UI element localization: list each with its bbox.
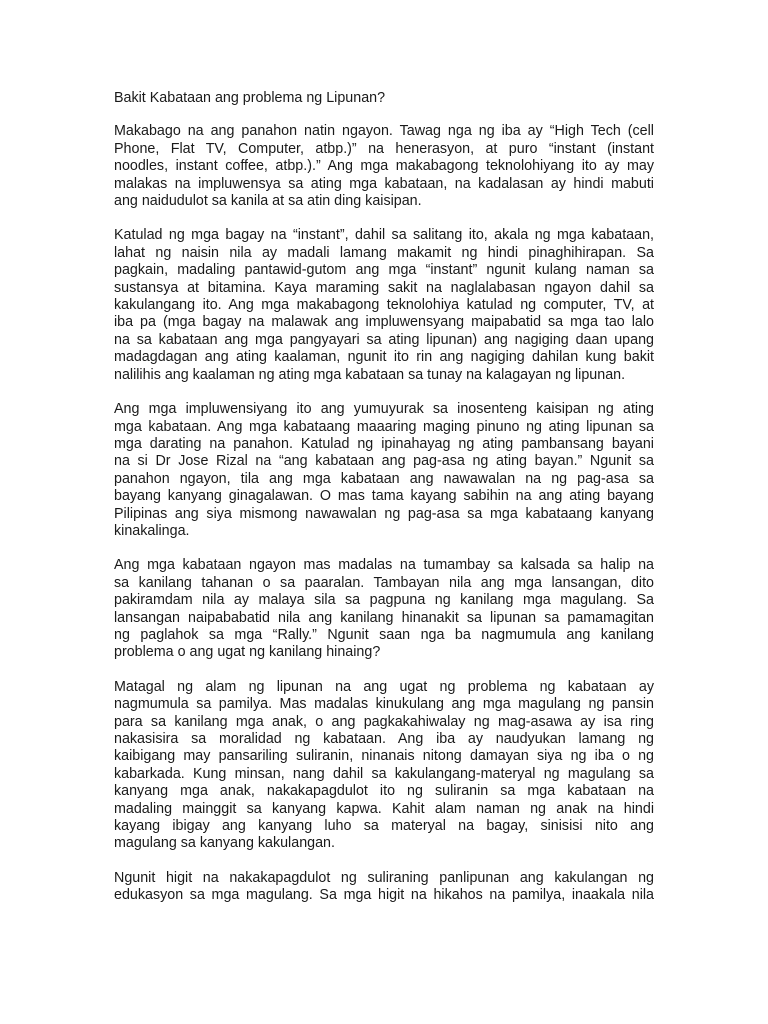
paragraph-line: Pilipinas ang siya mismong nawawalan ng pag-asa sa mga kabataang kanyang [114, 505, 654, 522]
paragraph-line: bayang kanyang ginagalawan. O mas tama kayang sabihin na ang ating bayang [114, 488, 654, 505]
paragraph-line: na sa kabataan ang mga pangyayari sa ating lipunan) ang nagiging daan upang [114, 331, 654, 348]
paragraph-line: lahat ng naisin nila ay madali lamang makamit ng hindi pinaghihirapan. Sa [114, 244, 654, 261]
paragraph-line: Katulad ng mga bagay na “instant”, dahil sa salitang ito, akala ng mga kabataan, [114, 227, 654, 244]
paragraph-line: noodles, instant coffee, atbp.).” Ang mga makabagong teknolohiyang ito ay may [114, 158, 654, 175]
paragraph-line: na si Dr Jose Rizal na “ang kabataan ang pag-asa ng ating bayan.” Ngunit sa [114, 453, 654, 470]
paragraph-line: kayang ibigay ang kanyang luho sa materyal na bagay, sinisisi nito ang [114, 818, 654, 835]
paragraph-line: madaling mainggit sa kanyang kapwa. Kahit alam naman ng anak na hindi [114, 800, 654, 817]
paragraph-line: magulang sa kanyang kakulangan. [114, 835, 335, 852]
paragraph-line: madagdagan ang ating kaalaman, ngunit ito rin ang nagiging dahilan kung bakit [114, 349, 654, 366]
paragraph-line: iba pa (mga bagay na malawak ang impluwensyang maipabatid sa mga tao lalo [114, 314, 654, 331]
paragraph-line: lansangan naipababatid nila ang kanilang hinanakit sa lipunan sa pamamagitan [114, 609, 654, 626]
paragraph [114, 227, 654, 384]
paragraph [114, 557, 654, 661]
paragraph-line: ang naidudulot sa kanila at sa atin ding kaisipan. [114, 193, 422, 210]
paragraph-line: kakulangang ito. Ang mga makabagong teknolohiya katulad ng computer, TV, at [114, 297, 654, 314]
paragraph-line: kaibigang may pansariling suliranin, ninanais nitong damayan siya ng iba o ng [114, 748, 654, 765]
paragraph-line: sa kanilang tahanan o sa paaralan. Tambayan nila ang mga lansangan, dito [114, 574, 654, 591]
paragraph-line: nagmumula sa pamilya. Mas madalas kinukulang ang mga magulang ng pansin [114, 696, 654, 713]
document-body [114, 90, 654, 922]
paragraph-line: nalilihis ang kaalaman ng ating mga kabataan sa tunay na kalagayan ng lipunan. [114, 366, 626, 383]
paragraph-line: malakas na impluwensya sa ating mga kabataan, na kadalasan ay hindi mabuti [114, 175, 654, 192]
paragraph-line: panahon ngayon, tila ang mga kabataan ang nawawalan na ng pag-asa sa [114, 470, 654, 487]
paragraph-line: pagkain, madaling pantawid-gutom ang mga “instant” ngunit kulang naman sa [114, 262, 654, 279]
paragraph [114, 401, 654, 540]
paragraph-line: nakasisira sa moralidad ng kabataan. Ang iba ay naudyukan lamang ng [114, 731, 654, 747]
paragraph [114, 679, 654, 853]
paragraph [114, 123, 654, 210]
paragraph-list [114, 123, 654, 904]
paragraph-line: edukasyon sa mga magulang. Sa mga higit na hikahos na pamilya, inaakala nila [114, 887, 654, 904]
paragraph-line: ng paglahok sa mga “Rally.” Ngunit saan nga ba nagmumula ang kanilang [114, 626, 654, 643]
paragraph [114, 870, 654, 905]
paragraph-line: sustansya at bitamina. Kaya maraming sakit na naglalabasan ngayon dahil sa [114, 279, 654, 296]
paragraph-line: kabarkada. Kung minsan, nang dahil sa kakulangang-materyal ng magulang sa [114, 765, 654, 782]
paragraph-line: Phone, Flat TV, Computer, atbp.)” na henerasyon, at puro “instant (instant [114, 140, 654, 157]
paragraph-line: pakiramdam nila ay malaya sila sa pagpuna ng kanilang mga magulang. Sa [114, 592, 654, 609]
paragraph-line: Matagal ng alam ng lipunan na ang ugat ng problema ng kabataan ay [114, 678, 654, 695]
paragraph-line: Ang mga impluwensiyang ito ang yumuyurak sa inosenteng kaisipan ng ating [114, 401, 654, 418]
paragraph-line: problema o ang ugat ng kanilang hinaing? [114, 644, 381, 661]
paragraph-line: Ngunit higit na nakakapagdulot ng suliraning panlipunan ang kakulangan ng [114, 869, 654, 886]
paragraph-line: para sa kanilang mga anak, o ang pagkakahiwalay ng mag-asawa ay isa ring [114, 713, 654, 730]
document-title: Bakit Kabataan ang problema ng Lipunan? [114, 90, 386, 106]
paragraph-line: mga darating na panahon. Katulad ng ipinahayag ng ating pambansang bayani [114, 435, 654, 452]
paragraph-line: Makabago na ang panahon natin ngayon. Tawag nga ng iba ay “High Tech (cell [114, 123, 654, 140]
paragraph-line: kanyang mga anak, nakakapagdulot ito ng suliranin sa mga kabataan na [114, 783, 654, 800]
paragraph-line: Ang mga kabataan ngayon mas madalas na tumambay sa kalsada sa halip na [114, 557, 654, 574]
paragraph-line: mga kabataan. Ang mga kabataang maaaring maging pinuno ng ating lipunan sa [114, 418, 654, 435]
paragraph-line: kinakalinga. [114, 522, 190, 539]
